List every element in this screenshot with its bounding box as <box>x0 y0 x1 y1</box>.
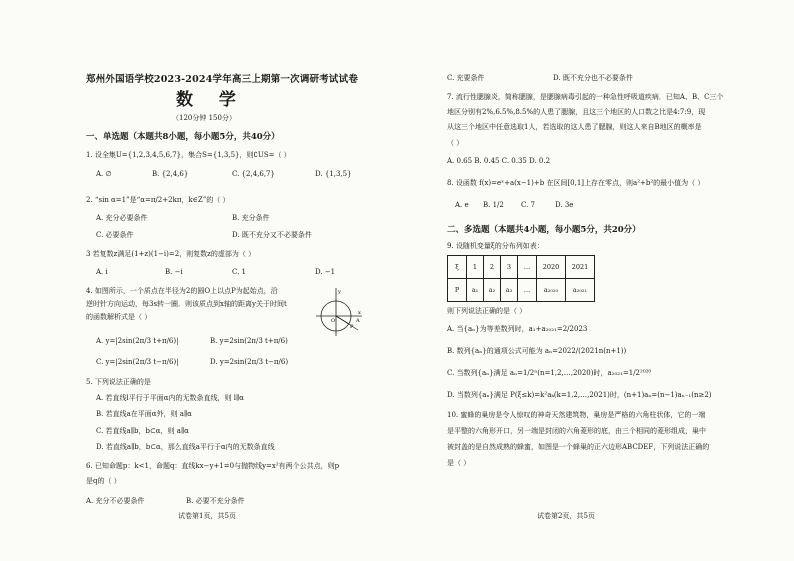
table-cell: a₂ <box>484 279 501 302</box>
q1-option-a: A. ∅ <box>96 170 112 178</box>
q9-option-c: C. 当数列{aₙ}满足 aₙ=1/2ⁿ(n=1,2,…,2020)时，a₂₀₂₁=1/2²⁰²⁰ <box>447 369 652 377</box>
fig-label-y: y <box>338 289 341 295</box>
table-cell: … <box>518 279 537 302</box>
q9-option-b: B. 数列{aₙ}的通项公式可能为 aₙ=2022/(2021n(n+1)) <box>447 347 627 355</box>
q1-option-b: B. {2,4,6} <box>152 170 189 178</box>
table-cell: a₁ <box>467 279 484 302</box>
table-cell: 3 <box>501 256 518 279</box>
table-cell: ξ <box>448 256 467 279</box>
table-cell: a₂₀₂₀ <box>537 279 566 302</box>
q4-option-c: C. y=|2sin(2π/3 t−π/6)| <box>96 358 179 366</box>
q8-stem: 8. 设函数 f(x)=eˣ+a(x−1)+b 在区间[0,1]上存在零点，则a²+b²的最小值为（ ） <box>447 179 705 187</box>
unit-circle-figure <box>312 286 364 338</box>
q2-option-b: B. 充分条件 <box>232 214 270 222</box>
fig-label-p: P <box>350 324 354 330</box>
time-score: （120分钟 150分） <box>172 114 236 122</box>
q5-option-d: D. 若直线a∥b，b⊂α，那么直线a平行于α内的无数条直线 <box>96 443 275 451</box>
q7-stem-line4: （ ） <box>447 139 464 147</box>
q3-stem: 3 若复数z满足(1+z)(1−i)=2，则复数z的虚部为（ ） <box>86 250 256 258</box>
q5-option-c: C. 若直线a∥b，b⊂α，则 a∥α <box>96 427 189 435</box>
subject-title: 数 学 <box>176 90 246 110</box>
q5-option-b: B. 若直线a在平面α外，则 a∥α <box>96 410 192 418</box>
q9-stem-line2: 则下列说法正确的是（ ） <box>447 307 527 315</box>
fig-label-a: A <box>356 318 360 324</box>
distribution-table <box>447 255 595 302</box>
q6-option-c: C. 充要条件 <box>447 74 485 82</box>
q4-option-b: B. y=2sin(2π/3 t+π/6) <box>210 337 288 345</box>
q9-option-d: D. 当数列{aₙ}满足 P(ξ≤k)=k²aₖ(k=1,2,…,2021)时，(n+1)aₙ=(n−1)aₙ₋₁(n≥2) <box>447 391 712 399</box>
q6-option-a: A. 充分不必要条件 <box>86 497 145 505</box>
q8-option-b: B. 1/2 <box>483 201 504 209</box>
q2-option-d: D. 既不充分又不必要条件 <box>232 231 312 239</box>
q7-options: A. 0.65 B. 0.45 C. 0.35 D. 0.2 <box>447 157 551 165</box>
q10-stem-line1: 10. 蜜蜂的巢房是令人惊叹的神奇天然建筑物，巢房是严格的六角柱状体，它的一端 <box>447 411 706 419</box>
table-cell: P <box>448 279 467 302</box>
left-page-footer: 试卷第1页，共5页 <box>178 512 236 520</box>
q7-stem-line1: 7. 流行性腮腺炎，简称腮腺，是腮腺病毒引起的一种急性呼吸道疾病．已知A、B、C三个 <box>447 93 724 101</box>
q3-option-c: C. 1 <box>232 268 247 276</box>
table-cell: 2021 <box>566 256 595 279</box>
table-cell: 1 <box>467 256 484 279</box>
table-cell: a₃ <box>501 279 518 302</box>
q3-option-d: D. −1 <box>315 268 336 276</box>
section-1-heading: 一、单选题（本题共8小题，每小题5分，共40分） <box>86 132 280 142</box>
q9-stem: 9. 设随机变量ξ的分布列如表： <box>447 242 544 250</box>
q4-stem-line1: 4. 如图所示，一个质点在半径为2的圆O上以点P为起始点，沿 <box>86 287 278 295</box>
table-cell: 2020 <box>537 256 566 279</box>
q7-stem-line2: 地区分别有2%,6.5%,8.5%的人患了腮腺，且这三个地区的人口数之比是4:7:9，现 <box>447 108 706 116</box>
q6-option-b: B. 必要不充分条件 <box>186 497 245 505</box>
q4-stem-line2: 逆时针方向运动，每3s转一圈．则该质点到x轴的距离y关于时间t <box>86 300 287 308</box>
q2-option-c: C. 必要条件 <box>96 231 134 239</box>
fig-label-x: x <box>358 310 361 316</box>
q8-option-a: A. e <box>455 201 469 209</box>
q3-option-b: B. −i <box>165 268 183 276</box>
section-2-heading: 二、多选题（本题共4小题，每小题5分，共20分） <box>447 225 641 235</box>
q7-stem-line3: 从这三个地区中任意选取1人，若选取的这人患了腮腺，则这人来自B地区的概率是 <box>447 123 702 131</box>
q10-stem-line3: 被封盖的是自然成熟的蜂蜜，如图是一个蜂巢的正六边形ABCDEF，下列说法正确的 <box>447 443 710 451</box>
q4-option-a: A. y=|2sin(2π/3 t+π/6)| <box>96 337 179 345</box>
fig-label-o: O <box>331 318 336 324</box>
right-page <box>397 0 794 561</box>
q9-option-a: A. 当{aₙ}为等差数列时，a₁+a₂₀₂₁=2/2023 <box>447 325 588 333</box>
q2-option-a: A. 充分必要条件 <box>96 214 148 222</box>
q3-option-a: A. i <box>96 268 108 276</box>
q4-stem-line3: 的函数解析式是（ ） <box>86 313 152 321</box>
q1-option-d: D. {1,3,5} <box>315 170 352 178</box>
q5-option-a: A. 若直线l平行于平面α内的无数条直线，则 l∥α <box>96 394 244 402</box>
right-page-footer: 试卷第2页，共5页 <box>537 512 595 520</box>
q5-stem: 5. 下列说法正确的是 <box>86 378 151 386</box>
q1-stem: 1. 设全集U={1,2,3,4,5,6,7}，集合S={1,3,5}，则∁US=（ ） <box>86 151 291 159</box>
table-cell: a₂₀₂₁ <box>566 279 595 302</box>
q6-stem-line2: 是q的（ ） <box>86 477 121 485</box>
q10-stem-line2: 是平整的六角形开口，另一端是封闭的六角菱形的底，由三个相同的菱形组成，巢中 <box>447 427 706 435</box>
exam-title: 郑州外国语学校2023-2024学年高三上期第一次调研考试试卷 <box>86 74 359 85</box>
table-row <box>448 256 595 279</box>
q10-stem-line4: 是（ ） <box>447 459 471 467</box>
q6-stem-line1: 6. 已知命题p：k<1，命题q：直线kx−y+1=0与抛物线y=x²有两个公共点，则p <box>86 462 340 470</box>
table-cell: 2 <box>484 256 501 279</box>
q2-stem: 2. “sin α=1”是“α=π/2+2kπ，k∈Z”的（ ） <box>86 196 230 204</box>
q8-option-c: C. 7 <box>521 201 536 209</box>
q8-option-d: D. 3e <box>555 201 574 209</box>
q1-option-c: C. {2,4,6,7} <box>232 170 275 178</box>
table-row <box>448 279 595 302</box>
table-cell: … <box>518 256 537 279</box>
q4-option-d: D. y=2sin(2π/3 t−π/6) <box>210 358 289 366</box>
q6-option-d: D. 既不充分也不必要条件 <box>553 74 633 82</box>
